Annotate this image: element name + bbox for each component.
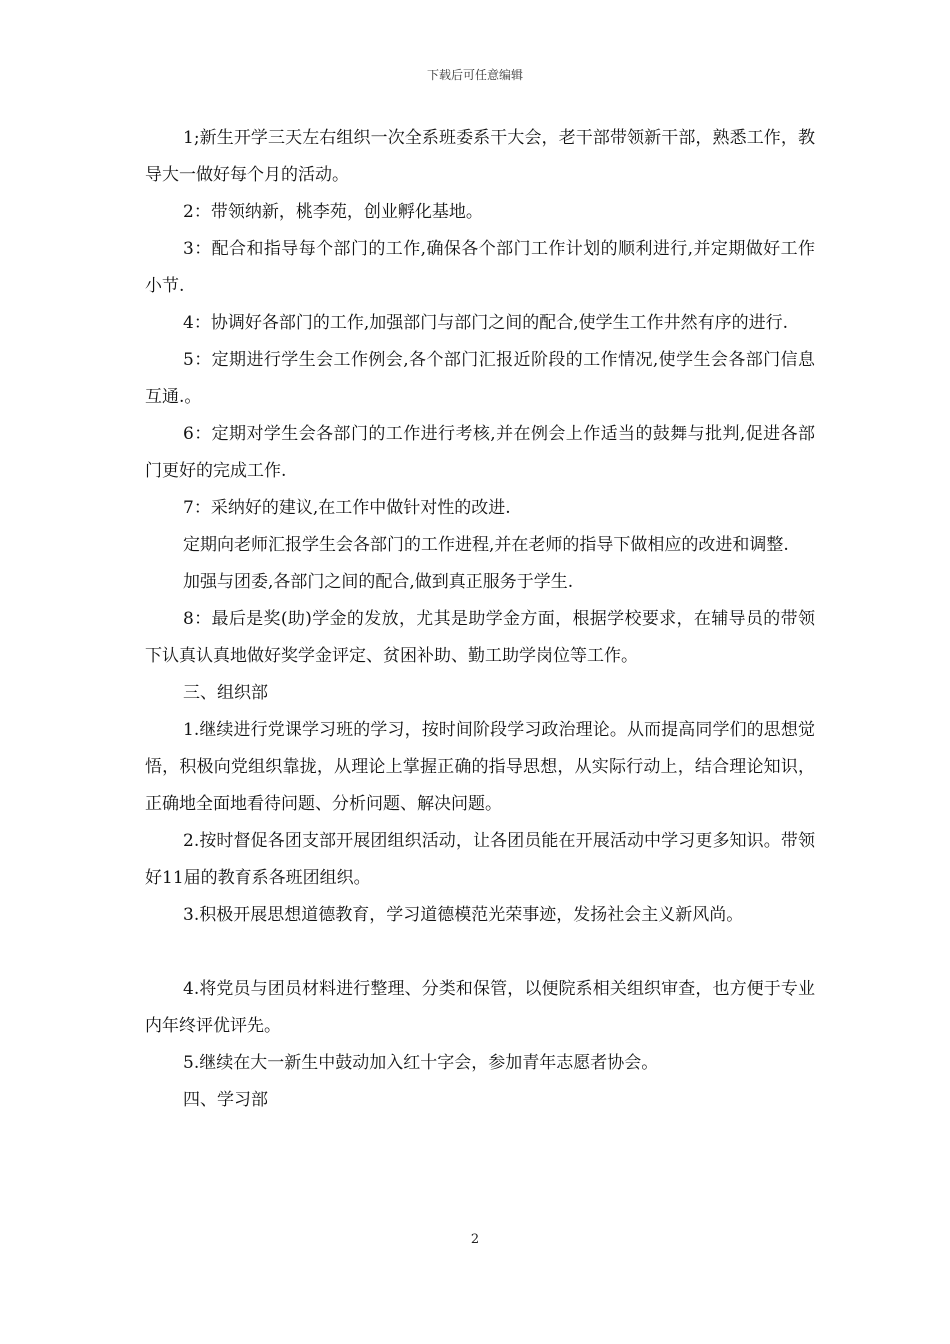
org-item-3: 3.积极开展思想道德教育，学习道德模范光荣事迹，发扬社会主义新风尚。 xyxy=(183,905,744,925)
document-body xyxy=(145,120,815,1119)
page-number: 2 xyxy=(470,1232,480,1247)
paragraph-report: 定期向老师汇报学生会各部门的工作进程,并在老师的指导下做相应的改进和调整. xyxy=(183,535,789,555)
paragraph-5: 5：定期进行学生会工作例会,各个部门汇报近阶段的工作情况,使学生会各部门信息互通.。 xyxy=(145,350,815,407)
org-item-5: 5.继续在大一新生中鼓动加入红十字会，参加青年志愿者协会。 xyxy=(183,1053,659,1073)
paragraph-1: 1;新生开学三天左右组织一次全系班委系干大会，老干部带领新干部，熟悉工作，教导大一做好每个月的活动。 xyxy=(145,128,815,185)
paragraph-2: 2：带领纳新，桃李苑，创业孵化基地。 xyxy=(183,202,483,222)
paragraph-8: 8：最后是奖(助)学金的发放，尤其是助学金方面，根据学校要求，在辅导员的带领下认真认真地做好奖学金评定、贫困补助、勤工助学岗位等工作。 xyxy=(145,609,815,666)
org-item-2: 2.按时督促各团支部开展团组织活动，让各团员能在开展活动中学习更多知识。带领好11届的教育系各班团组织。 xyxy=(145,831,815,888)
page-header: 下载后可任意编辑 xyxy=(426,68,523,82)
section-heading-study: 四、学习部 xyxy=(183,1090,268,1110)
paragraph-6: 6：定期对学生会各部门的工作进行考核,并在例会上作适当的鼓舞与批判,促进各部门更好的完成工作. xyxy=(145,424,815,481)
org-item-4: 4.将党员与团员材料进行整理、分类和保管，以便院系相关组织审查，也方便于专业内年终评优评先。 xyxy=(145,979,815,1036)
paragraph-4: 4：协调好各部门的工作,加强部门与部门之间的配合,使学生工作井然有序的进行. xyxy=(183,313,789,333)
paragraph-cooperation: 加强与团委,各部门之间的配合,做到真正服务于学生. xyxy=(183,572,574,592)
org-item-1: 1.继续进行党课学习班的学习，按时间阶段学习政治理论。从而提高同学们的思想觉悟，积极向党组织靠拢，从理论上掌握正确的指导思想，从实际行动上，结合理论知识，正确地全面地看待问题、分析问题、解决问题。 xyxy=(145,720,815,814)
paragraph-7: 7：采纳好的建议,在工作中做针对性的改进. xyxy=(183,498,511,518)
paragraph-3: 3：配合和指导每个部门的工作,确保各个部门工作计划的顺利进行,并定期做好工作小节. xyxy=(145,239,815,296)
section-heading-organization: 三、组织部 xyxy=(183,683,268,703)
